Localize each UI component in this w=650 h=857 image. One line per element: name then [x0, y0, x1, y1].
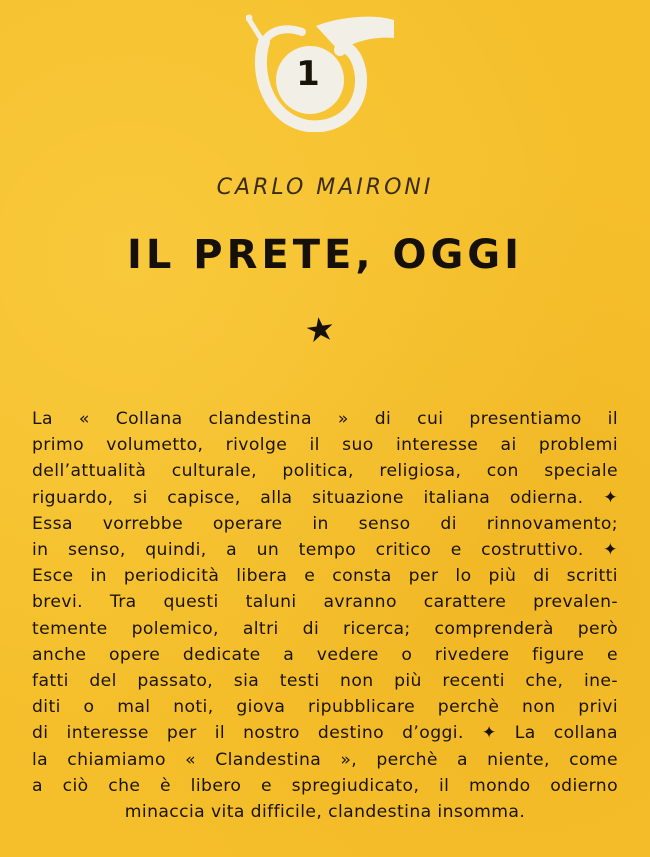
text-line: minaccia vita difficile, clandestina insomma. — [124, 802, 526, 823]
text-line: riguardo, si capisce, alla situazione italiana odierna. ✦ — [32, 487, 618, 508]
text-line: brevi. Tra questi taluni avranno carattere prevalen- — [32, 592, 618, 613]
text-line: Essa vorrebbe operare in senso di rinnovamento; — [32, 513, 618, 534]
text-line: la chiamiamo « Clandestina », perchè a niente, come — [32, 749, 618, 770]
text-line: dell’attualità culturale, politica, religiosa, con speciale — [32, 461, 618, 482]
text-line: primo volumetto, rivolge il suo interesse ai problemi — [32, 435, 618, 456]
text-line: diti o mal noti, giova ripubblicare perchè non privi — [32, 697, 618, 718]
series-description — [32, 406, 618, 825]
book-title: IL PRETE, OGGI — [126, 232, 524, 278]
text-line: di interesse per il nostro destino d’oggi. ✦ La collana — [32, 723, 618, 744]
text-line: anche opere dedicate a vedere o rivedere figure e — [32, 644, 618, 665]
star-icon — [305, 314, 335, 344]
text-line: fatti del passato, sia testi non più recenti che, ine- — [32, 671, 618, 692]
author-name: CARLO MAIRONI — [216, 175, 434, 200]
text-line: a ciò che è libero e spregiudicato, il mondo odierno — [32, 775, 618, 796]
text-line: Esce in periodicità libera e consta per lo più di scritti — [32, 566, 618, 587]
text-line: La « Collana clandestina » di cui presentiamo il — [32, 409, 618, 429]
text-line: temente polemico, altri di ricerca; comprenderà però — [32, 618, 618, 639]
text-line: in senso, quindi, a un tempo critico e costruttivo. ✦ — [32, 540, 618, 561]
series-number: 1 — [296, 54, 320, 94]
